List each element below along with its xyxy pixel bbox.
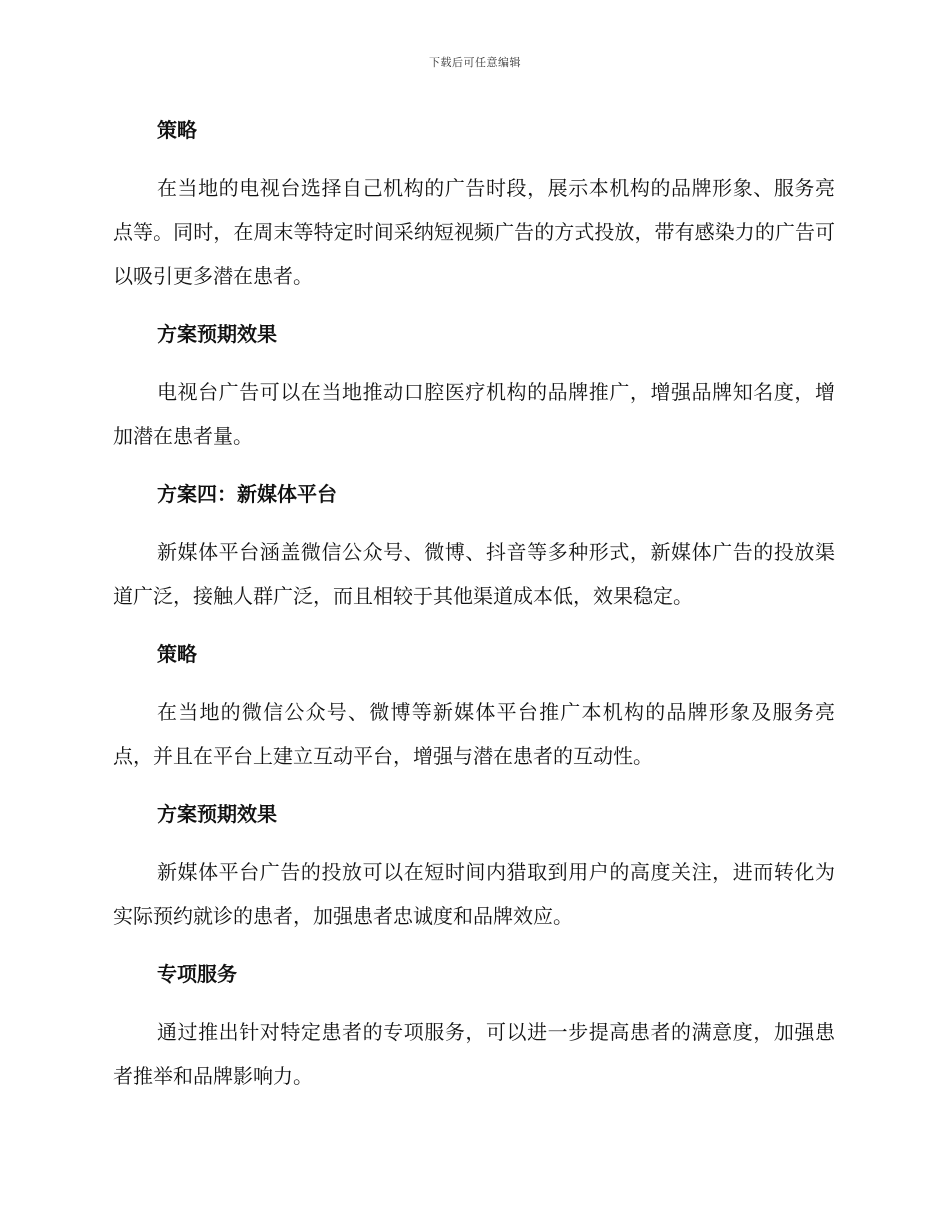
header-note: 下载后可任意编辑: [429, 56, 521, 69]
section-heading-special-services: 专项服务: [157, 962, 237, 986]
paragraph-new-media-strategy: 在当地的微信公众号、微博等新媒体平台推广本机构的品牌形象及服务亮点，并且在平台上建立互动平台，增强与潜在患者的互动性。: [113, 700, 835, 768]
paragraph-new-media-intro: 新媒体平台涵盖微信公众号、微博、抖音等多种形式，新媒体广告的投放渠道广泛，接触人群广泛，而且相较于其他渠道成本低，效果稳定。: [113, 540, 835, 608]
paragraph-special-services: 通过推出针对特定患者的专项服务，可以进一步提高患者的满意度，加强患者推举和品牌影响力。: [113, 1020, 835, 1088]
section-heading-expected-effect-2: 方案预期效果: [157, 802, 277, 826]
paragraph-new-media-effect: 新媒体平台广告的投放可以在短时间内猎取到用户的高度关注，进而转化为实际预约就诊的患者，加强患者忠诚度和品牌效应。: [113, 860, 835, 928]
section-heading-strategy-2: 策略: [157, 642, 197, 666]
paragraph-tv-strategy: 在当地的电视台选择自己机构的广告时段，展示本机构的品牌形象、服务亮点等。同时，在周末等特定时间采纳短视频广告的方式投放，带有感染力的广告可以吸引更多潜在患者。: [113, 176, 835, 288]
section-heading-strategy-1: 策略: [157, 118, 197, 142]
paragraph-tv-effect: 电视台广告可以在当地推动口腔医疗机构的品牌推广，增强品牌知名度，增加潜在患者量。: [113, 380, 835, 448]
section-heading-expected-effect-1: 方案预期效果: [157, 322, 277, 346]
section-heading-plan-four: 方案四：新媒体平台: [157, 482, 337, 506]
document-body: [113, 108, 835, 1098]
